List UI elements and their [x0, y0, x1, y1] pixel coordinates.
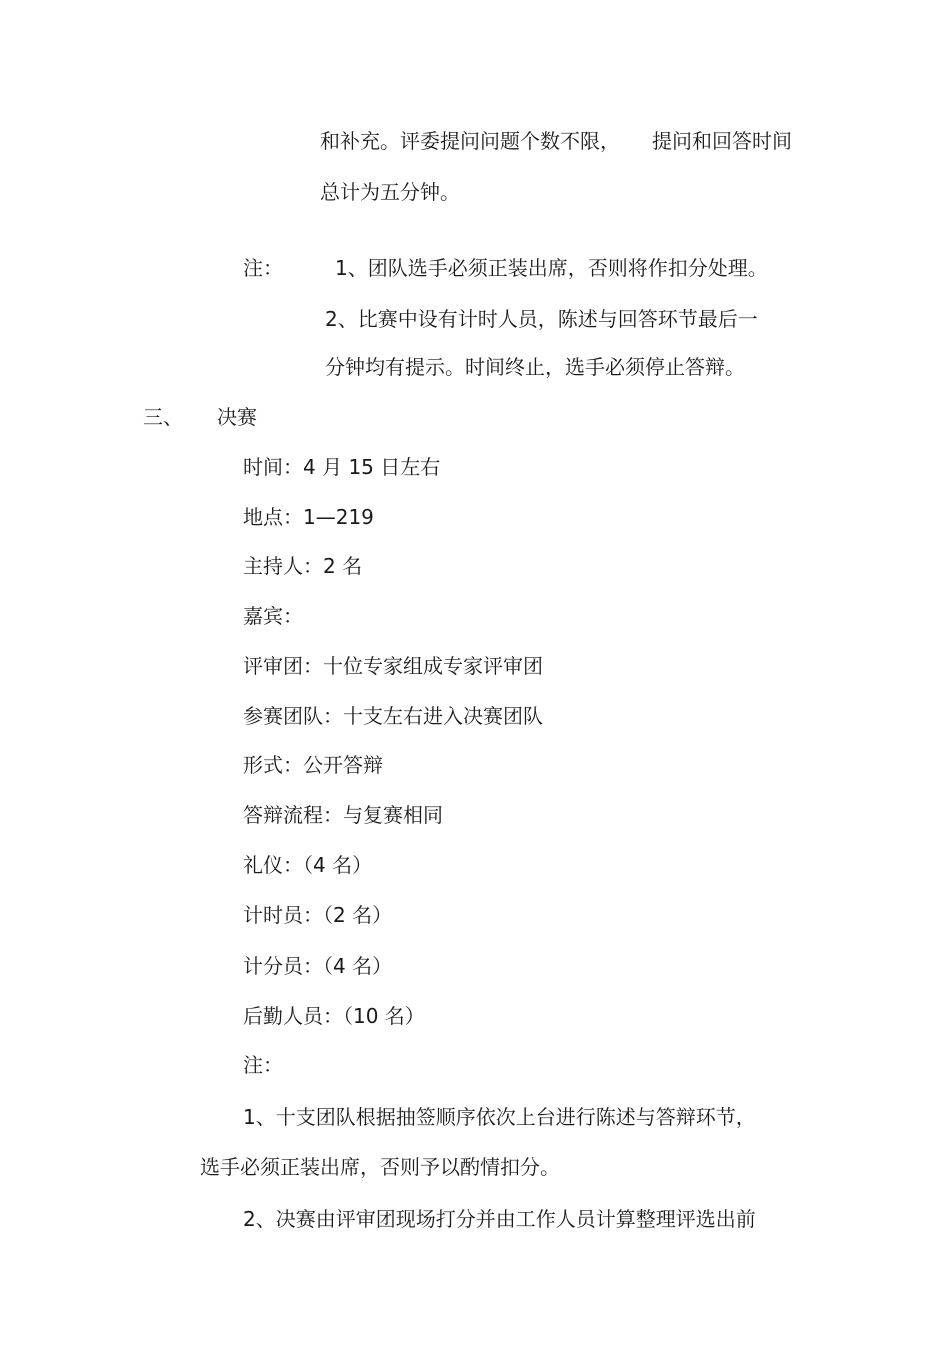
note-item-2-line-2: 分钟均有提示。时间终止，选手必须停止答辩。 — [325, 355, 745, 379]
detail-timekeeper: 计时员：（2 名） — [243, 903, 393, 927]
note-label: 注： — [243, 256, 283, 280]
detail-time: 时间：4 月 15 日左右 — [243, 455, 441, 479]
continuation-line-2: 总计为五分钟。 — [320, 180, 460, 204]
section-heading — [143, 403, 257, 431]
section-number: 三、 — [143, 405, 183, 429]
note-item-1: 1、团队选手必须正装出席，否则将作扣分处理。 — [335, 256, 768, 280]
detail-host: 主持人：2 名 — [243, 554, 363, 578]
section-title: 决赛 — [217, 405, 257, 429]
final-note-2-line-1: 2、决赛由评审团现场打分并由工作人员计算整理评选出前 — [243, 1207, 756, 1231]
continuation-line-1 — [320, 127, 792, 155]
detail-scorekeeper: 计分员：（4 名） — [243, 954, 393, 978]
continuation-text-a: 和补充。评委提问问题个数不限， — [320, 129, 620, 153]
final-note-1-line-2: 选手必须正装出席，否则予以酌情扣分。 — [200, 1155, 560, 1179]
detail-jury: 评审团：十位专家组成专家评审团 — [243, 654, 543, 678]
detail-format: 形式：公开答辩 — [243, 753, 383, 777]
detail-location: 地点：1—219 — [243, 505, 374, 529]
note-item-2-line-1: 2、比赛中设有计时人员，陈述与回答环节最后一 — [325, 307, 758, 331]
detail-etiquette: 礼仪：（4 名） — [243, 853, 373, 877]
detail-process: 答辩流程：与复赛相同 — [243, 803, 443, 827]
note-line-1 — [243, 254, 768, 282]
detail-teams: 参赛团队：十支左右进入决赛团队 — [243, 704, 543, 728]
detail-note-label: 注： — [243, 1053, 283, 1077]
detail-logistics: 后勤人员：（10 名） — [243, 1004, 425, 1028]
detail-guests: 嘉宾： — [243, 604, 303, 628]
final-note-1-line-1: 1、十支团队根据抽签顺序依次上台进行陈述与答辩环节， — [243, 1105, 756, 1129]
continuation-text-b: 提问和回答时间 — [652, 129, 792, 153]
